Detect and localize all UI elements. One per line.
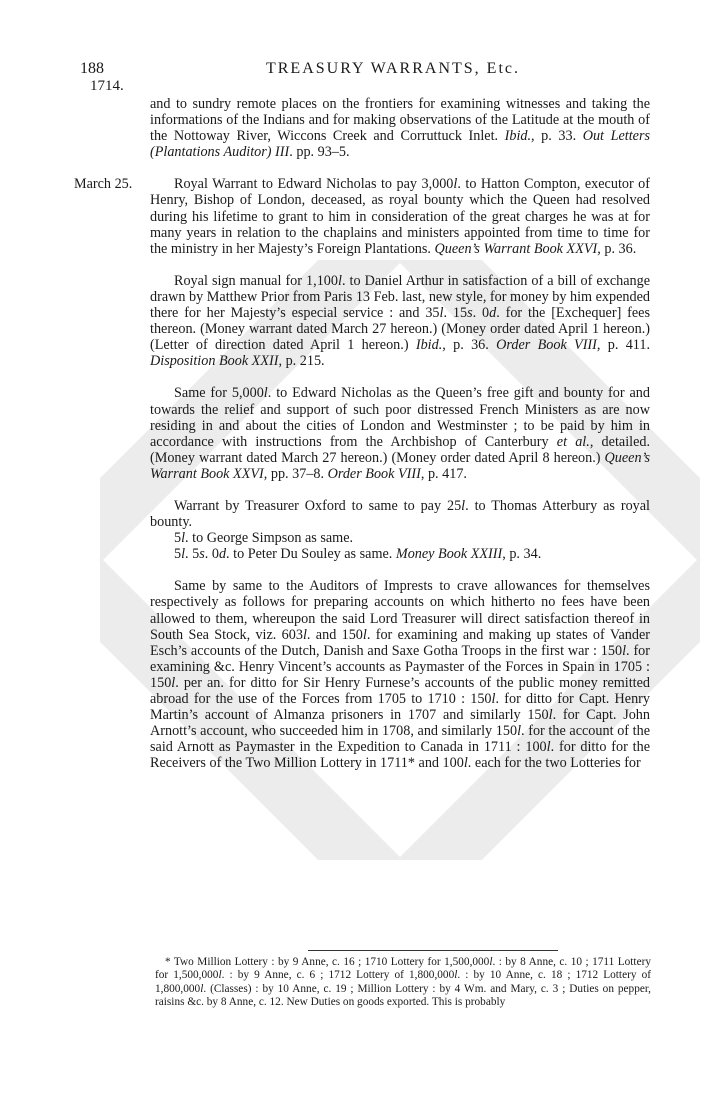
paragraph-dated bbox=[74, 176, 651, 257]
footnote bbox=[155, 956, 651, 1009]
page-header bbox=[0, 58, 726, 98]
entry-date: March 25. bbox=[74, 176, 133, 193]
paragraph: and to sundry remote places on the frontiers for examining witnesses and taking the informations of the Indians and for making observations of the Latitude at the mouth of the Nottoway River, Wiccons Creek and Corruttuck Inlet. Ibid., p. 33. Out Letters (Plantations Auditor) III. pp. 93–5. bbox=[150, 96, 650, 161]
page-year: 1714. bbox=[90, 78, 124, 94]
warrant-subline: 5l. 5s. 0d. to Peter Du Souley as same. Money Book XXIII, p. 34. bbox=[174, 546, 542, 563]
paragraph: Royal sign manual for 1,100l. to Daniel Arthur in satisfaction of a bill of exchange drawn by Matthew Prior from Paris 13 Feb. last, new style, for money by him expended there for her Majesty’s especial service : and 35l. 15s. 0d. for the [Exchequer] fees thereon. (Money warrant dated March 27 hereon.) (Money order dated April 1 hereon.) (Letter of direction dated April 1 hereon.) Ibid., p. 36. Order Book VIII, p. 411. Disposition Book XXII, p. 215. bbox=[150, 272, 651, 370]
paragraph: Same by same to the Auditors of Imprests to crave allowances for themselves respectively as follows for preparing accounts on which hitherto no fees have been allowed to them, whereupon the said Lord Treasurer will direct satisfaction thereof in South Sea Stock, viz. 603l. and 150l. for examining and making up states of Vander Esch’s accounts of the Dutch, Danish and Saxe Gotha Troops in the first war : 150l. for examining &c. Henry Vincent’s accounts as Paymaster of the Forces in Spain in 1705 : 150l. per an. for ditto for Sir Henry Furnese’s accounts of the public money remitted abroad for the use of the Forces from 1705 to 1710 : 150l. for ditto for Capt. Henry Martin’s account of Almanza prisoners in 1707 and similarly 150l. for Capt. John Arnott’s account, who succeeded him in 1708, and similarly 150l. for the account of the said Arnott as Paymaster in the Expedition to Canada in 1711 : 100l. for ditto for the Receivers of the Two Million Lottery in 1711* and 100l. each for the two Lotteries for bbox=[150, 578, 651, 772]
paragraph: Same for 5,000l. to Edward Nicholas as the Queen’s free gift and bounty for and towards the relief and support of such poor distressed French Ministers as are now residing in and about the cities of London and Westminster ; to be paid by him in accordance with instructions from the Archbishop of Canterbury et al., detailed. (Money warrant dated March 27 hereon.) (Money order dated April 8 hereon.) Queen’s Warrant Book XXVI, pp. 37–8. Order Book VIII, p. 417. bbox=[150, 385, 651, 482]
warrant-subline: 5l. to George Simpson as same. bbox=[174, 530, 354, 547]
warrant-paragraph: Warrant by Treasurer Oxford to same to pay 25l. to Thomas Atterbury as royal bounty. bbox=[150, 497, 650, 531]
footnote-rule bbox=[308, 950, 558, 951]
body-text bbox=[74, 96, 651, 772]
page-number: 188 bbox=[80, 60, 104, 77]
footnote-text: * Two Million Lottery : by 9 Anne, c. 16 ; 1710 Lottery for 1,500,000l. : by 8 Anne, c. 10 ; 1711 Lottery for 1,500,000l. : by 9 Anne, c. 6 ; 1712 Lottery of 1,800,000l. : by 10 Anne, c. 18 ; 1712 Lottery of 1,800,000l. (Classes) : by 10 Anne, c. 19 ; Million Lottery : by 4 Wm. and Mary, c. 3 ; Duties on pepper, raisins &c. by 8 Anne, c. 12. New Duties on goods exported. This is probably bbox=[155, 956, 652, 1008]
running-title: TREASURY WARRANTS, Etc. bbox=[265, 60, 520, 77]
paragraph-text: Royal Warrant to Edward Nicholas to pay 3,000l. to Hatton Compton, executor of Henry, Bishop of London, deceased, as royal bounty which the Queen had resolved during his lifetime to grant to him in consideration of the great charges he was at for many years in relation to the chaplains and ministers appointed from time to time for the ministry in her Majesty’s Foreign Plantations. Queen’s Warrant Book XXVI, p. 36. bbox=[150, 176, 651, 257]
